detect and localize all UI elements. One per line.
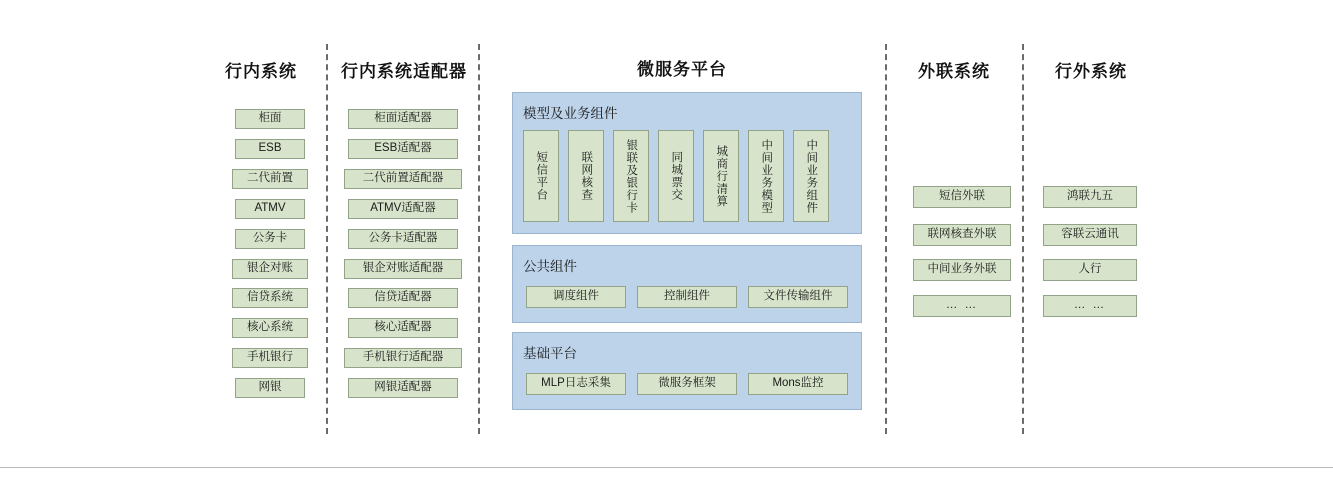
list-item[interactable]: 鸿联九五 (1043, 186, 1137, 208)
list-item[interactable]: 二代前置适配器 (344, 169, 462, 189)
column-title-external-link-systems: 外联系统 (918, 62, 990, 81)
list-item[interactable]: ESB适配器 (348, 139, 458, 159)
list-item[interactable]: 手机银行 (232, 348, 308, 368)
list-item[interactable]: … … (1043, 295, 1137, 317)
column-title-intra-bank-systems: 行内系统 (225, 62, 297, 81)
group-label-base-platform: 基础平台 (523, 346, 577, 361)
list-item[interactable]: 调度组件 (526, 286, 626, 308)
list-item[interactable]: 信贷系统 (232, 288, 308, 308)
list-item[interactable]: 银企对账 (232, 259, 308, 279)
group-label-model-business-components: 模型及业务组件 (523, 106, 618, 121)
list-item[interactable]: 容联云通讯 (1043, 224, 1137, 246)
list-item-label: 银联及银行卡 (625, 138, 638, 214)
list-item[interactable]: 二代前置 (232, 169, 308, 189)
list-item[interactable]: 公务卡适配器 (348, 229, 458, 249)
list-item[interactable]: 人行 (1043, 259, 1137, 281)
list-item[interactable] (523, 130, 559, 222)
list-item[interactable] (748, 130, 784, 222)
list-item-label: 同城票交 (670, 151, 683, 201)
group-label-public-components: 公共组件 (523, 259, 577, 274)
column-separator-1 (326, 44, 328, 434)
list-item[interactable]: 微服务框架 (637, 373, 737, 395)
column-title-intra-bank-adapters: 行内系统适配器 (341, 62, 467, 81)
list-item[interactable]: 信贷适配器 (348, 288, 458, 308)
list-item[interactable]: Mons监控 (748, 373, 848, 395)
list-item[interactable]: 银企对账适配器 (344, 259, 462, 279)
list-item-label: 城商行清算 (715, 144, 728, 208)
list-item[interactable]: 文件传输组件 (748, 286, 848, 308)
list-item[interactable]: 短信外联 (913, 186, 1011, 208)
list-item[interactable]: 核心适配器 (348, 318, 458, 338)
list-item[interactable]: ATMV适配器 (348, 199, 458, 219)
column-separator-4 (1022, 44, 1024, 434)
list-item[interactable] (703, 130, 739, 222)
list-item[interactable]: 柜面 (235, 109, 305, 129)
list-item-label: 中间业务组件 (805, 138, 818, 214)
list-item[interactable]: 手机银行适配器 (344, 348, 462, 368)
list-item[interactable]: … … (913, 295, 1011, 317)
list-item-label: 联网核查 (580, 151, 593, 201)
column-title-microservice-platform: 微服务平台 (637, 60, 727, 79)
list-item[interactable] (613, 130, 649, 222)
list-item[interactable]: 联网核查外联 (913, 224, 1011, 246)
list-item[interactable] (793, 130, 829, 222)
list-item-label: 中间业务模型 (760, 138, 773, 214)
list-item[interactable]: 控制组件 (637, 286, 737, 308)
page-divider (0, 467, 1333, 468)
list-item[interactable]: MLP日志采集 (526, 373, 626, 395)
list-item[interactable]: 网银 (235, 378, 305, 398)
column-separator-3 (885, 44, 887, 434)
list-item[interactable]: 核心系统 (232, 318, 308, 338)
list-item[interactable]: 中间业务外联 (913, 259, 1011, 281)
list-item-label: 短信平台 (535, 151, 548, 201)
list-item[interactable]: 公务卡 (235, 229, 305, 249)
list-item[interactable]: 柜面适配器 (348, 109, 458, 129)
list-item[interactable] (658, 130, 694, 222)
list-item[interactable] (568, 130, 604, 222)
column-separator-2 (478, 44, 480, 434)
list-item[interactable]: ESB (235, 139, 305, 159)
column-title-outside-bank-systems: 行外系统 (1055, 62, 1127, 81)
list-item[interactable]: 网银适配器 (348, 378, 458, 398)
list-item[interactable]: ATMV (235, 199, 305, 219)
